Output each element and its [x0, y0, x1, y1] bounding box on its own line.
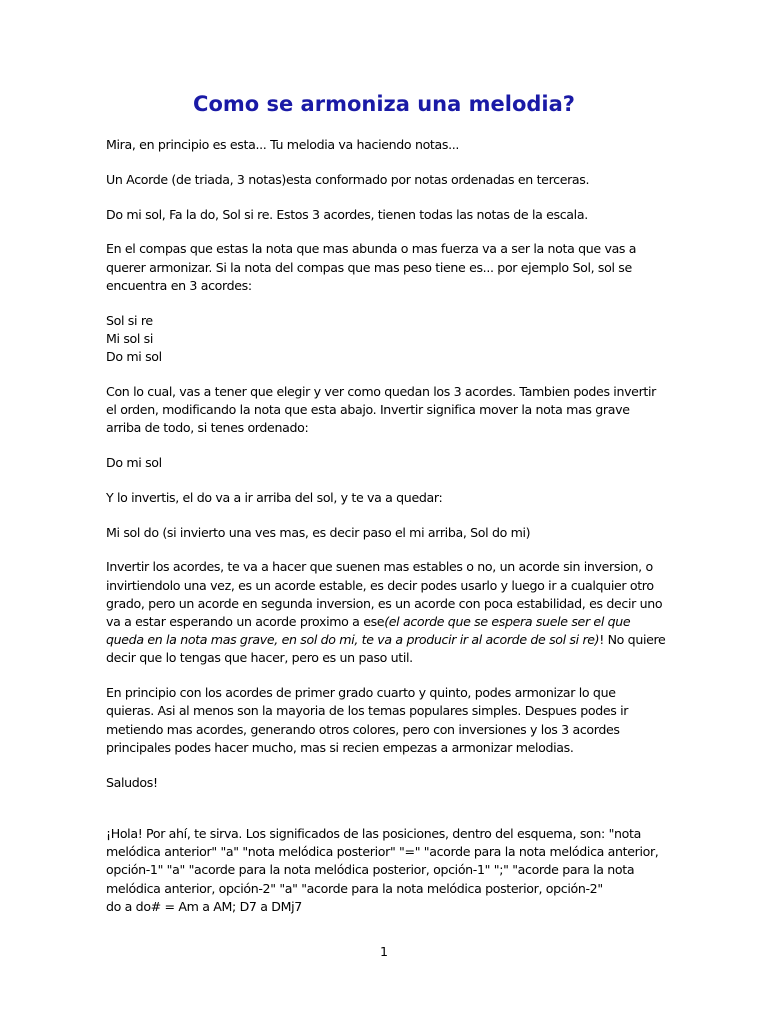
document-body	[106, 136, 666, 916]
paragraph-invert-explanation: Y lo invertis, el do va a ir arriba del sol, y te va a quedar:	[106, 489, 443, 505]
page-title: Como se armoniza una melodia?	[193, 92, 575, 116]
paragraph-intro: Mira, en principio es esta... Tu melodia va haciendo notas...	[106, 137, 460, 152]
page-number: 1	[379, 944, 388, 959]
spacer	[106, 808, 666, 825]
paragraph-measure-note: En el compas que estas la nota que mas abunda o mas fuerza va a ser la nota que vas a querer armonizar. Si la nota del compas que mas peso tiene es... por ejemplo Sol, sol se encuentra en 3 acordes:	[106, 241, 637, 293]
chord-line-1: Sol si re	[106, 312, 153, 328]
paragraph-greeting: Saludos!	[106, 774, 158, 790]
stability-text-end: ! No quiere decir que lo tengas que hacer, pero es un paso util.	[106, 632, 666, 666]
paragraph-main-chords: Do mi sol, Fa la do, Sol si re. Estos 3 acordes, tienen todas las notas de la escala.	[106, 206, 588, 222]
paragraph-stability	[106, 558, 666, 667]
stability-text-start: Invertir los acordes, te va a hacer que suenen mas estables o no, un acorde sin inversion, o invirtiendolo una vez, es un acorde estable, es decir podes usarlo y luego ir a cualquier otro grado, pero un acorde en segunda inversion, es un acorde con poca estabilidad, es decir uno va a estar esperando un acorde proximo a ese	[106, 559, 663, 629]
chord-line-3: Do mi sol	[106, 349, 162, 364]
chord-line-2: Mi sol si	[106, 330, 154, 346]
paragraph-scheme-example: do a do# = Am a AM; D7 a DMj7	[106, 898, 302, 914]
paragraph-scheme-explanation: ¡Hola! Por ahí, te sirva. Los significados de las posiciones, dentro del esquema, son: "nota melódica anterior" "a" "nota melódica posterior" "=" "acorde para la nota melódica anterior, opción-1" "a" "acorde para la nota melódica posterior, opción-1" ";" "acorde para la nota melódica anterior, opción-2" "a" "acorde para la nota melódica posterior, opción-2"	[106, 826, 659, 896]
stability-text-italic: (el acorde que se espera suele ser el que queda en la nota mas grave, en sol do mi, te va a producir ir al acorde de sol si re)	[106, 614, 631, 648]
paragraph-inversion-intro: Con lo cual, vas a tener que elegir y ver como quedan los 3 acordes. Tambien podes invertir el orden, modificando la nota que esta abajo. Invertir significa mover la nota mas grave arriba de todo, si tenes ordenado:	[106, 383, 656, 436]
paragraph-triad-definition: Un Acorde (de triada, 3 notas)esta conformado por notas ordenadas en terceras.	[106, 171, 590, 187]
paragraph-inverted-result: Mi sol do (si invierto una ves mas, es decir paso el mi arriba, Sol do mi)	[106, 524, 531, 540]
paragraph-primary-chords: En principio con los acordes de primer grado cuarto y quinto, podes armonizar lo que quieras. Asi al menos son la mayoria de los temas populares simples. Despues podes ir metiendo mas acordes, generando otros colores, pero con inversiones y los 3 acordes principales podes hacer mucho, mas si recien empezas a armonizar melodias.	[106, 685, 629, 755]
paragraph-chord-example: Do mi sol	[106, 455, 162, 470]
